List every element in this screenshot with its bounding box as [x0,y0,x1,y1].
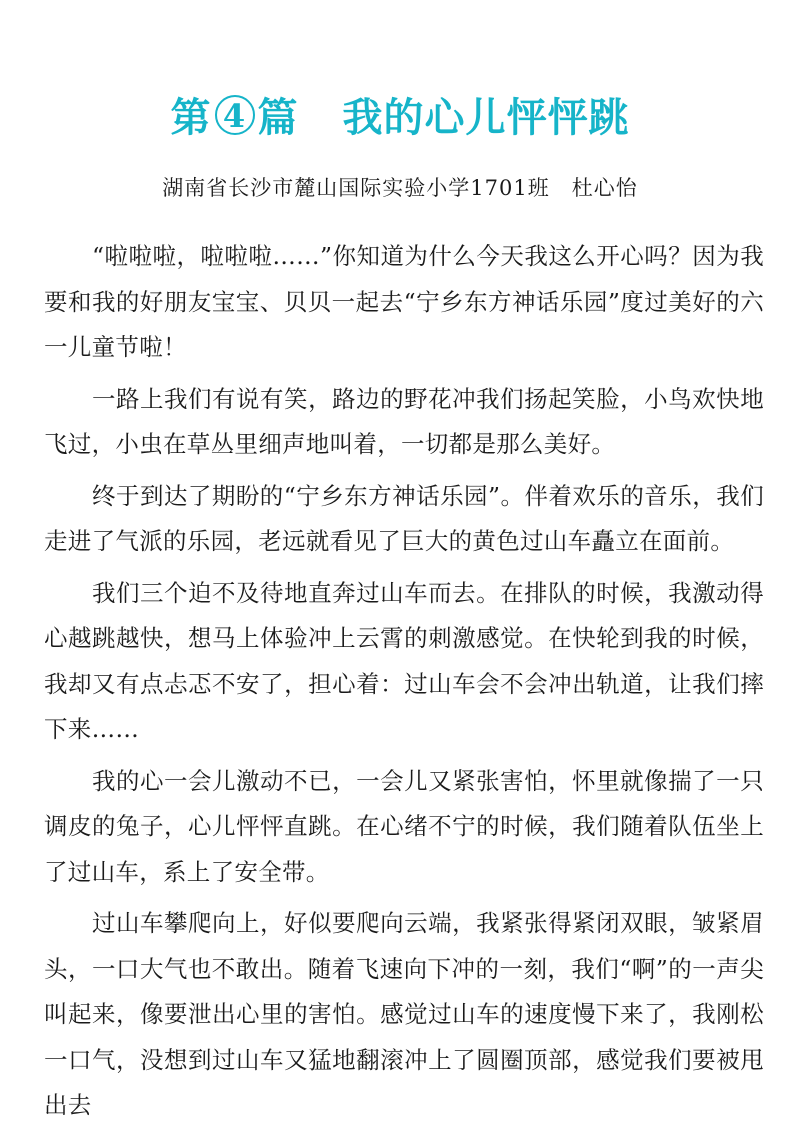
article-body [44,234,764,1129]
paragraph-2: 一路上我们有说有笑，路边的野花冲我们扬起笑脸，小鸟欢快地飞过，小虫在草丛里细声地叫着，一切都是那么美好。 [44,384,764,458]
author-byline [0,170,800,206]
paragraph-6: 过山车攀爬向上，好似要爬向云端，我紧张得紧闭双眼，皱紧眉头，一口大气也不敢出。随着飞速向下冲的一刻，我们“啊”的一声尖叫起来，像要泄出心里的害怕。感觉过山车的速度慢下来了，我刚松一口气，没想到过山车又猛地翻滚冲上了圆圈顶部，感觉我们要被甩出去 [44,909,764,1119]
paragraph-5: 我的心一会儿激动不已，一会儿又紧张害怕，怀里就像揣了一只调皮的兔子，心儿怦怦直跳。在心绪不宁的时候，我们随着队伍坐上了过山车，系上了安全带。 [44,766,764,886]
title-suffix: 篇 [257,95,299,141]
school-name: 湖南省长沙市麓山国际实验小学1701班 [162,176,550,200]
paragraph-3: 终于到达了期盼的“宁乡东方神话乐园”。伴着欢乐的音乐，我们走进了气派的乐园，老远就看见了巨大的黄色过山车矗立在面前。 [44,481,764,555]
paragraph-4: 我们三个迫不及待地直奔过山车而去。在排队的时候，我激动得心越跳越快，想马上体验冲上云霄的刺激感觉。在快轮到我的时候，我却又有点忐忑不安了，担心着：过山车会不会冲出轨道，让我们摔下来…… [44,578,764,743]
title-number-circle: 4 [215,95,255,135]
paragraph-1: “啦啦啦，啦啦啦……”你知道为什么今天我这么开心吗？因为我要和我的好朋友宝宝、贝贝一起去“宁乡东方神话乐园”度过美好的六一儿童节啦！ [44,242,764,361]
article-title [0,88,800,148]
title-prefix: 第 [170,95,212,141]
author-name: 杜心怡 [571,176,638,200]
title-text: 我的心儿怦怦跳 [342,95,630,141]
